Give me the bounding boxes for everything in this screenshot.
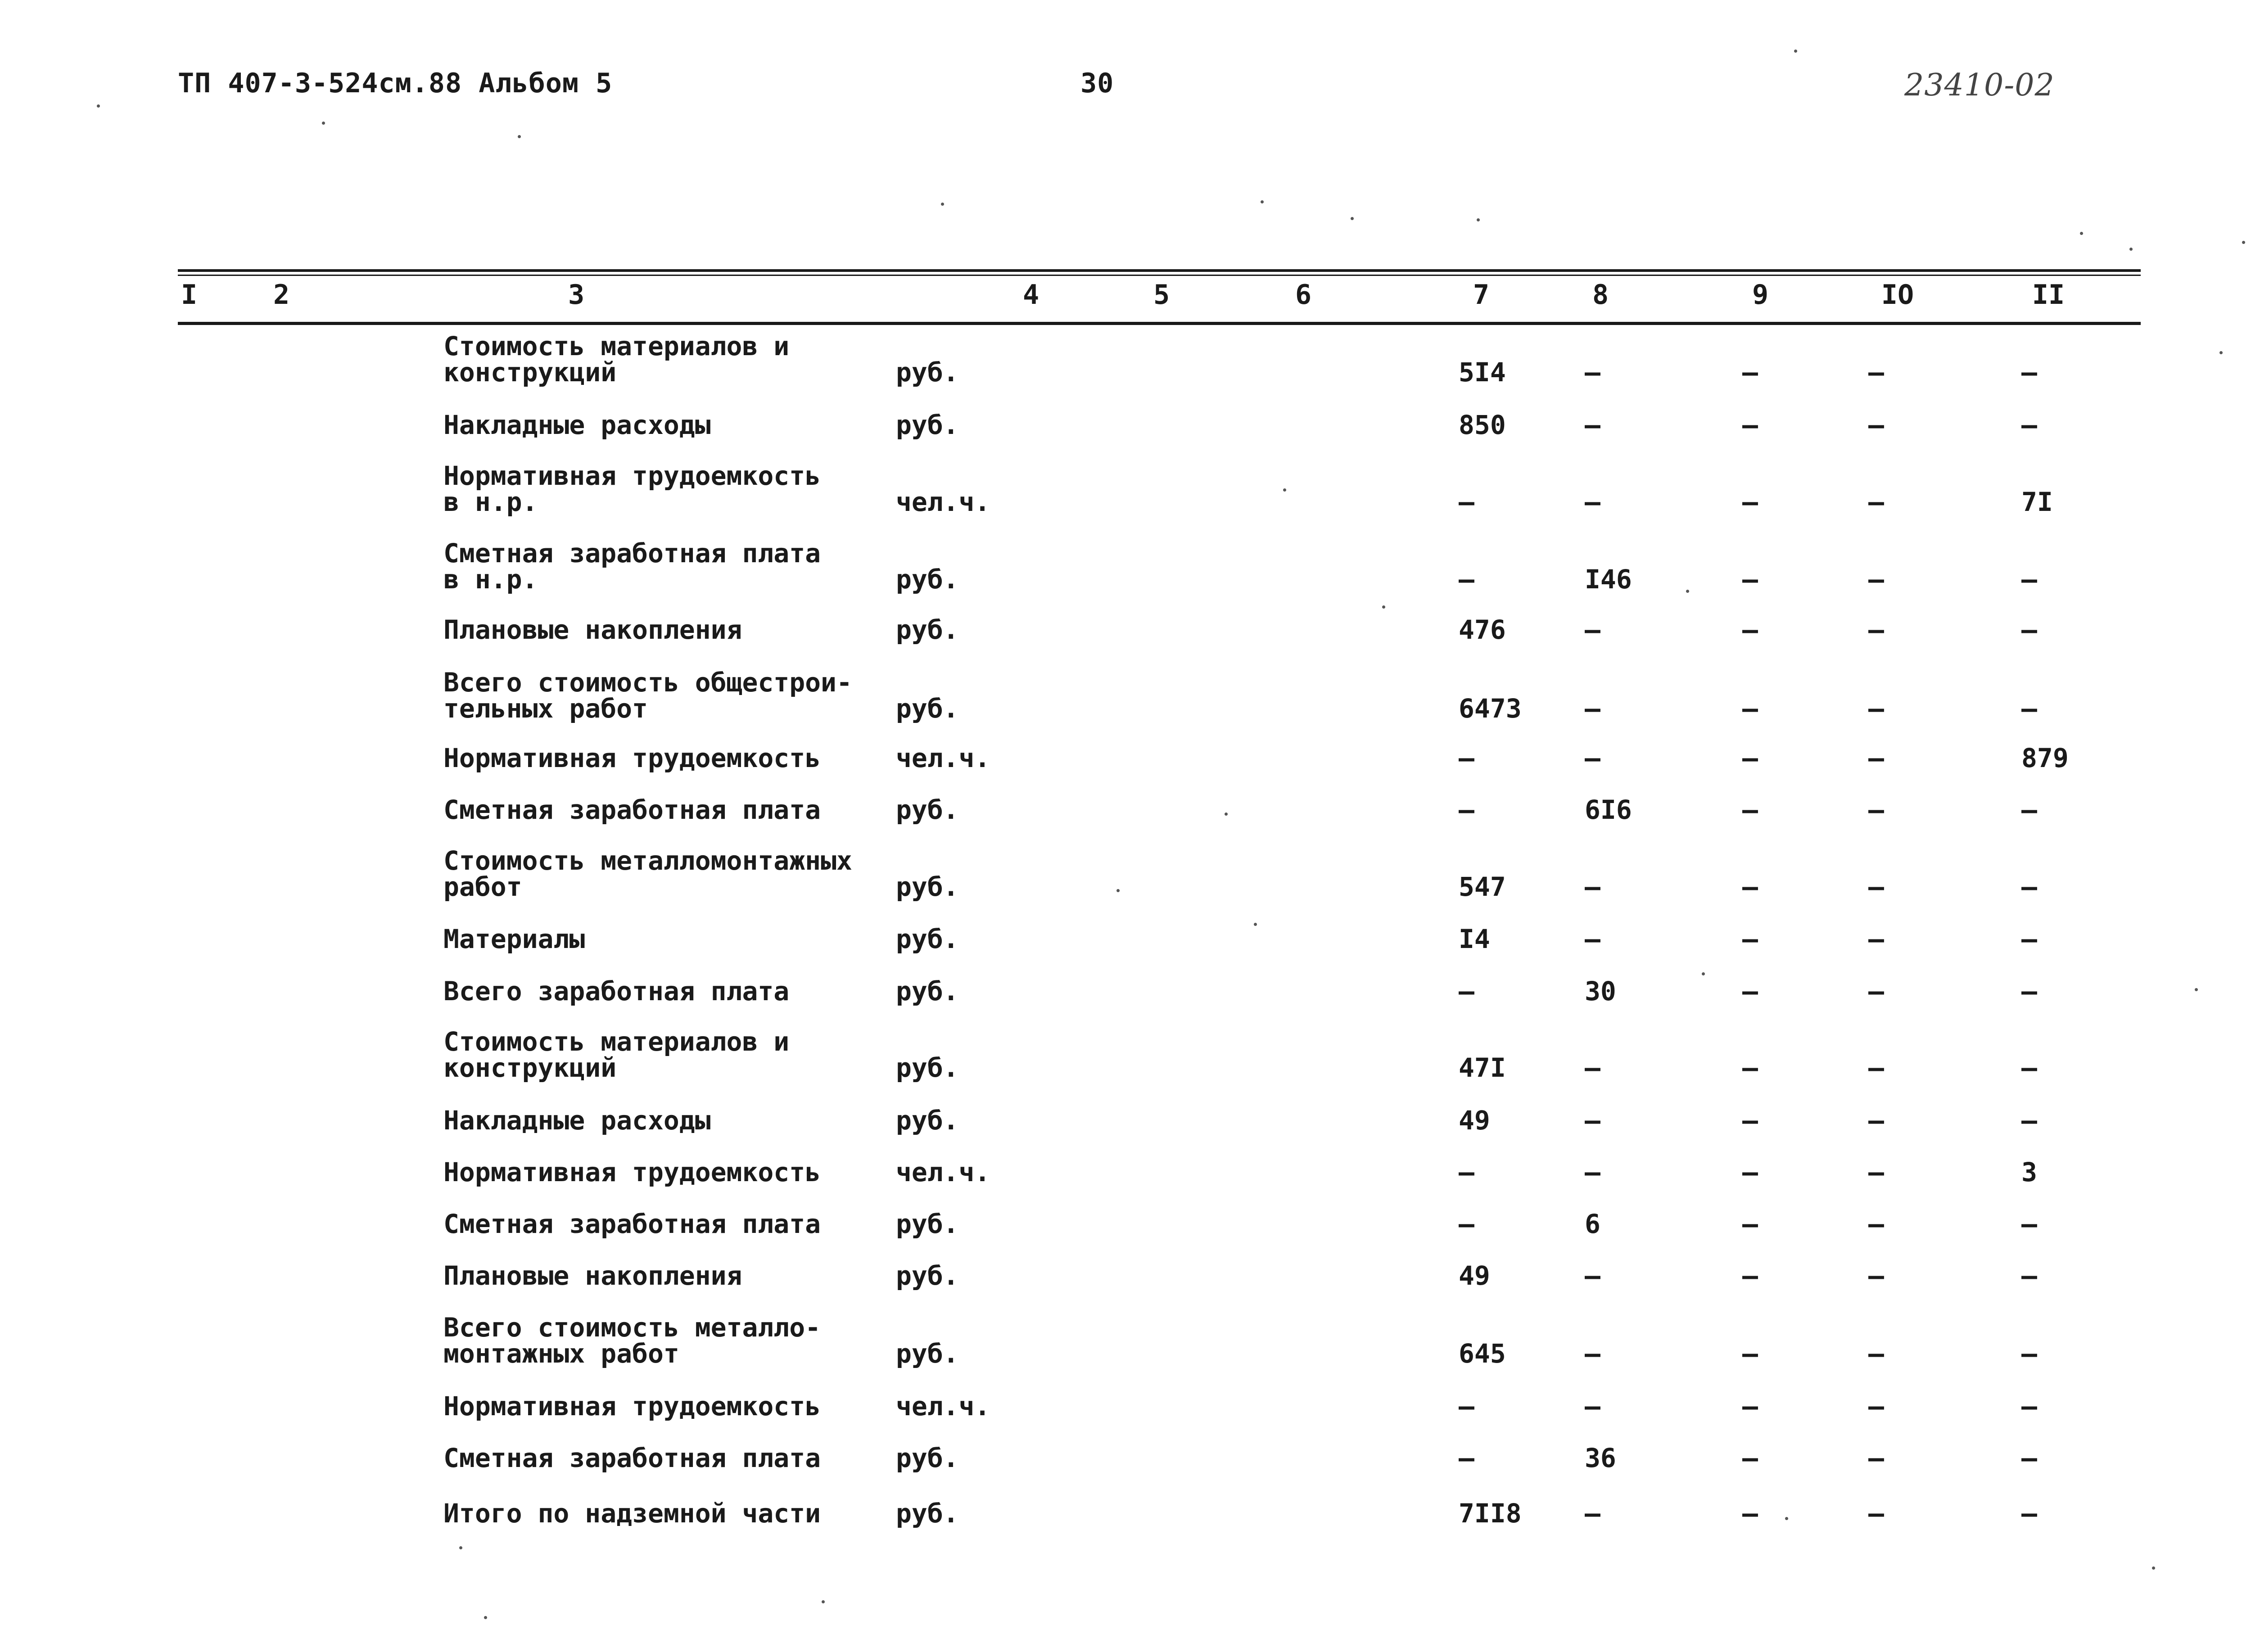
row-name: Сметная заработная плата: [443, 794, 821, 825]
row-name: Стоимость материалов и конструкций: [443, 1026, 790, 1083]
cell-col10: –: [1868, 1338, 1884, 1369]
archive-number: 23410-02: [1904, 68, 2055, 103]
cell-col9: –: [1742, 743, 1758, 773]
cell-col10: –: [1868, 976, 1884, 1007]
cell-col7: 850: [1459, 410, 1506, 440]
cell-col11: –: [2021, 924, 2037, 954]
cell-col9: –: [1742, 871, 1758, 902]
cell-col10: –: [1868, 1443, 1884, 1473]
cell-col8: –: [1585, 410, 1600, 440]
row-name: Материалы: [443, 924, 585, 954]
cell-col8: –: [1585, 1391, 1600, 1422]
column-number-6: 6: [1295, 279, 1312, 311]
cell-col7: –: [1459, 487, 1474, 517]
table-top-rule: [178, 269, 2141, 272]
cell-col9: –: [1742, 1052, 1758, 1083]
cell-col11: –: [2021, 794, 2037, 825]
cell-col8: –: [1585, 1052, 1600, 1083]
cell-col8: –: [1585, 487, 1600, 517]
cell-col11: –: [2021, 693, 2037, 724]
cell-col10: –: [1868, 564, 1884, 595]
cell-col7: –: [1459, 564, 1474, 595]
cell-col11: 7I: [2021, 487, 2053, 517]
row-unit: руб.: [896, 564, 959, 595]
cell-col8: I46: [1585, 564, 1632, 595]
cell-col11: –: [2021, 976, 2037, 1007]
cell-col11: –: [2021, 564, 2037, 595]
column-number-9: 9: [1752, 279, 1769, 311]
row-name: Сметная заработная плата: [443, 1443, 821, 1473]
cell-col11: 879: [2021, 743, 2069, 773]
cell-col10: –: [1868, 794, 1884, 825]
row-unit: руб.: [896, 1260, 959, 1291]
row-name: Стоимость металломонтажных работ: [443, 845, 852, 902]
row-name: Нормативная трудоемкость: [443, 743, 821, 773]
cell-col7: –: [1459, 1391, 1474, 1422]
cell-col10: –: [1868, 410, 1884, 440]
cell-col8: 6I6: [1585, 794, 1632, 825]
cell-col9: –: [1742, 976, 1758, 1007]
cell-col8: 36: [1585, 1443, 1616, 1473]
cell-col10: –: [1868, 871, 1884, 902]
cell-col11: –: [2021, 1443, 2037, 1473]
cell-col10: –: [1868, 357, 1884, 388]
cell-col8: –: [1585, 693, 1600, 724]
cell-col10: –: [1868, 1052, 1884, 1083]
cell-col8: –: [1585, 614, 1600, 645]
cell-col9: –: [1742, 1443, 1758, 1473]
column-number-10: IO: [1881, 279, 1914, 311]
cell-col8: –: [1585, 1260, 1600, 1291]
table-top-rule-double: [178, 275, 2141, 276]
cell-col10: –: [1868, 743, 1884, 773]
row-name: Нормативная трудоемкость: [443, 1391, 821, 1422]
cell-col11: –: [2021, 1498, 2037, 1529]
cell-col7: –: [1459, 1157, 1474, 1187]
cell-col7: –: [1459, 1443, 1474, 1473]
cell-col8: –: [1585, 1338, 1600, 1369]
cell-col9: –: [1742, 1498, 1758, 1529]
column-number-8: 8: [1592, 279, 1609, 311]
row-unit: руб.: [896, 794, 959, 825]
cell-col9: –: [1742, 1260, 1758, 1291]
cell-col9: –: [1742, 1209, 1758, 1239]
row-name: Сметная заработная плата: [443, 1209, 821, 1239]
cell-col9: –: [1742, 1157, 1758, 1187]
cell-col10: –: [1868, 614, 1884, 645]
cell-col11: –: [2021, 1260, 2037, 1291]
cell-col8: –: [1585, 1105, 1600, 1136]
cell-col10: –: [1868, 1209, 1884, 1239]
cell-col10: –: [1868, 1260, 1884, 1291]
cell-col11: –: [2021, 410, 2037, 440]
cell-col9: –: [1742, 487, 1758, 517]
cell-col11: –: [2021, 1105, 2037, 1136]
row-unit: чел.ч.: [896, 1157, 990, 1187]
row-name: Плановые накопления: [443, 614, 742, 645]
row-name: Всего стоимость общестрои- тельных работ: [443, 667, 852, 724]
cell-col11: –: [2021, 1338, 2037, 1369]
cell-col10: –: [1868, 1498, 1884, 1529]
row-unit: чел.ч.: [896, 487, 990, 517]
cell-col8: –: [1585, 743, 1600, 773]
cell-col7: 49: [1459, 1260, 1490, 1291]
cell-col10: –: [1868, 693, 1884, 724]
row-unit: чел.ч.: [896, 1391, 990, 1422]
row-name: Стоимость материалов и конструкций: [443, 331, 790, 388]
row-name: Плановые накопления: [443, 1260, 742, 1291]
row-unit: руб.: [896, 1498, 959, 1529]
cell-col7: I4: [1459, 924, 1490, 954]
cell-col8: –: [1585, 1498, 1600, 1529]
cell-col7: 476: [1459, 614, 1506, 645]
cell-col9: –: [1742, 357, 1758, 388]
cell-col10: –: [1868, 1157, 1884, 1187]
cell-col9: –: [1742, 693, 1758, 724]
cell-col7: 49: [1459, 1105, 1490, 1136]
cell-col10: –: [1868, 1105, 1884, 1136]
row-name: Всего заработная плата: [443, 976, 790, 1007]
cell-col11: –: [2021, 1209, 2037, 1239]
cell-col8: –: [1585, 924, 1600, 954]
row-unit: руб.: [896, 410, 959, 440]
column-number-7: 7: [1473, 279, 1490, 311]
document-code: ТП 407-3-524см.88 Альбом 5: [178, 68, 613, 99]
cell-col7: –: [1459, 794, 1474, 825]
cell-col11: –: [2021, 614, 2037, 645]
row-unit: руб.: [896, 1209, 959, 1239]
cell-col7: –: [1459, 743, 1474, 773]
row-name: Итого по надземной части: [443, 1498, 821, 1529]
cell-col11: –: [2021, 1052, 2037, 1083]
row-unit: руб.: [896, 871, 959, 902]
cell-col8: 6: [1585, 1209, 1600, 1239]
row-name: Накладные расходы: [443, 410, 711, 440]
cell-col7: –: [1459, 1209, 1474, 1239]
column-number-2: 2: [273, 279, 290, 311]
column-number-1: I: [181, 279, 198, 311]
cell-col9: –: [1742, 1105, 1758, 1136]
cell-col9: –: [1742, 1338, 1758, 1369]
row-unit: руб.: [896, 1443, 959, 1473]
row-unit: руб.: [896, 1105, 959, 1136]
row-name: Нормативная трудоемкость в н.р.: [443, 460, 821, 517]
row-name: Всего стоимость металло- монтажных работ: [443, 1312, 821, 1369]
cell-col9: –: [1742, 564, 1758, 595]
row-unit: руб.: [896, 924, 959, 954]
cell-col7: –: [1459, 976, 1474, 1007]
cell-col8: 30: [1585, 976, 1616, 1007]
row-unit: руб.: [896, 693, 959, 724]
page-number: 30: [1080, 68, 1114, 99]
cell-col9: –: [1742, 924, 1758, 954]
cell-col10: –: [1868, 487, 1884, 517]
cell-col11: 3: [2021, 1157, 2037, 1187]
cell-col10: –: [1868, 924, 1884, 954]
column-number-11: II: [2032, 279, 2065, 311]
cell-col11: –: [2021, 1391, 2037, 1422]
cell-col8: –: [1585, 1157, 1600, 1187]
column-number-3: 3: [568, 279, 585, 311]
row-name: Сметная заработная плата в н.р.: [443, 538, 821, 595]
cell-col7: 645: [1459, 1338, 1506, 1369]
cell-col9: –: [1742, 1391, 1758, 1422]
cell-col10: –: [1868, 1391, 1884, 1422]
cell-col7: 7II8: [1459, 1498, 1522, 1529]
cell-col7: 47I: [1459, 1052, 1506, 1083]
row-unit: руб.: [896, 976, 959, 1007]
row-unit: руб.: [896, 1052, 959, 1083]
cell-col7: 547: [1459, 871, 1506, 902]
row-unit: руб.: [896, 357, 959, 388]
row-unit: руб.: [896, 1338, 959, 1369]
cell-col8: –: [1585, 871, 1600, 902]
cell-col8: –: [1585, 357, 1600, 388]
cell-col7: 5I4: [1459, 357, 1506, 388]
cell-col11: –: [2021, 357, 2037, 388]
cell-col9: –: [1742, 794, 1758, 825]
cell-col11: –: [2021, 871, 2037, 902]
column-header-bottom-rule: [178, 322, 2141, 325]
cell-col9: –: [1742, 410, 1758, 440]
row-name: Накладные расходы: [443, 1105, 711, 1136]
cell-col9: –: [1742, 614, 1758, 645]
column-number-5: 5: [1153, 279, 1170, 311]
cell-col7: 6473: [1459, 693, 1522, 724]
row-name: Нормативная трудоемкость: [443, 1157, 821, 1187]
row-unit: руб.: [896, 614, 959, 645]
row-unit: чел.ч.: [896, 743, 990, 773]
column-number-4: 4: [1022, 279, 1040, 311]
